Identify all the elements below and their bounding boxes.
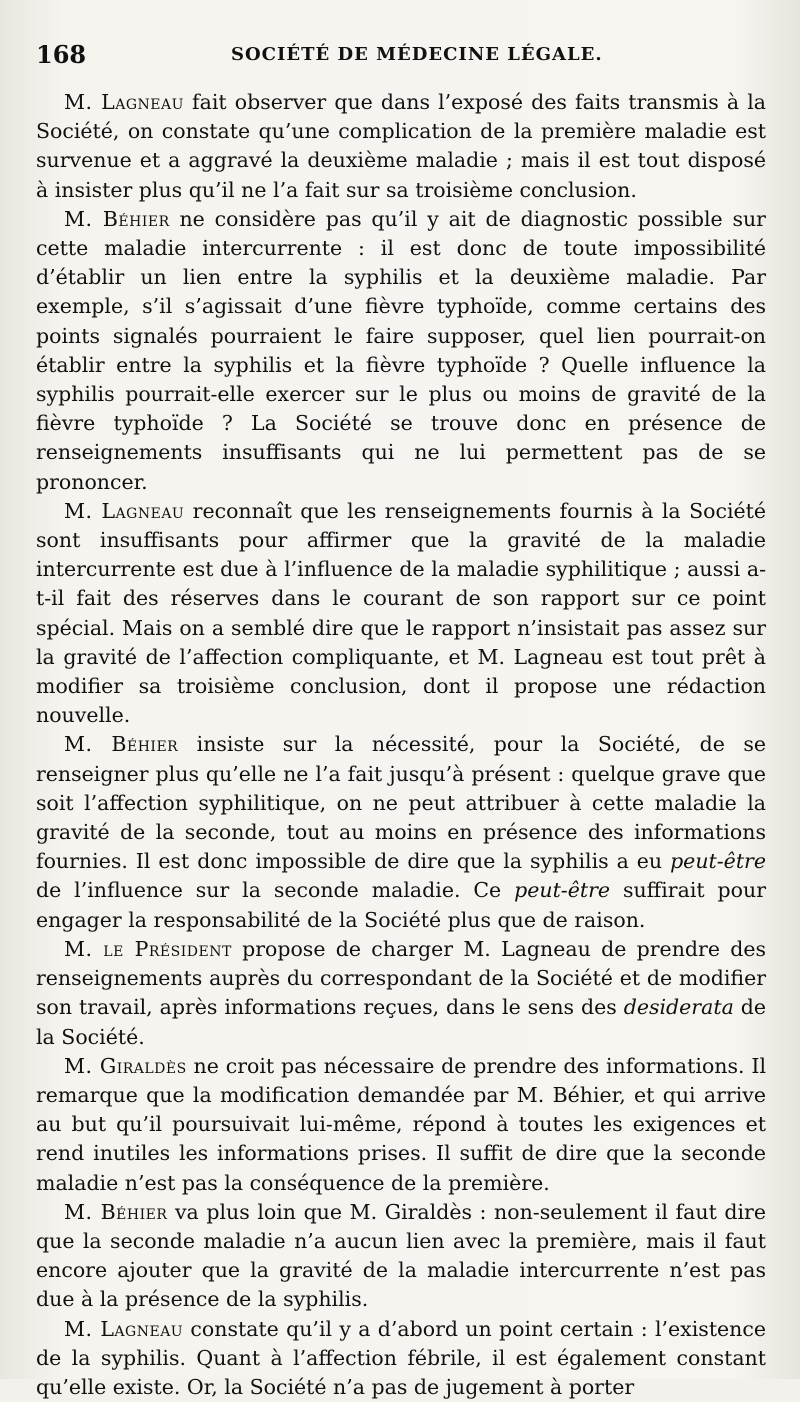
speaker-name: M. Lagneau (64, 1316, 184, 1341)
italic-term: desiderata (623, 995, 734, 1020)
paragraph-text: reconnaît que les renseignements fournis à la Société sont insuffisants pour affirmer que la gravité de la maladie intercurrente est due à l’influence de la maladie syphilitique ; aussi a-t-il fait des réserves dans le courant de son rapport sur ce point spécial. Mais on a semblé dire que le rapport n’insistait pas assez sur la gravité de l’affection compliquante, et M. Lagneau est tout prêt à modifier sa troisième conclusion, dont il propose une rédaction nouvelle. (36, 498, 766, 728)
paragraph-text: propose de charger M. Lagneau de prendre des renseignements auprès du correspondant de la Société et de modifier son travail, après informations reçues, dans le sens des (36, 936, 767, 1020)
italic-term: peut-être (670, 849, 766, 874)
paragraph (36, 1052, 766, 1198)
page-number: 168 (36, 40, 87, 69)
running-title: SOCIÉTÉ DE MÉDECINE LÉGALE. (231, 44, 603, 65)
speaker-name: M. Béhier (64, 206, 170, 231)
speaker-name: M. le Président (64, 936, 232, 961)
speaker-name: M. Giraldès (64, 1053, 187, 1078)
speaker-name: M. Lagneau (64, 90, 184, 114)
paragraph-text: fait observer que dans l’exposé des faits transmis à la Société, on constate qu’une complication de la première maladie est survenue et a aggravé la deuxième maladie ; mais il est tout disposé à insister plus qu’il ne l’a fait sur sa troisième conclusion. (36, 90, 766, 202)
paragraph (36, 1198, 766, 1315)
paragraph (36, 1315, 766, 1402)
paragraph-text: ne considère pas qu’il y ait de diagnostic possible sur cette maladie intercurrente : il est donc de toute impossibilité d’établir un lien entre la syphilis et la deuxième maladie. Par exemple, s’il s’agissait d’une fièvre typhoïde, comme certains des points signalés pourraient le faire supposer, quel lien pourrait-on établir entre la syphilis et la fièvre typhoïde ? Quelle influence la syphilis pourrait-elle exercer sur le plus ou moins de gravité de la fièvre typhoïde ? La Société se trouve donc en présence de renseignements insuffisants qui ne lui permettent pas de se prononcer. (36, 206, 766, 494)
paragraph-text: suffirait pour engager la responsabilité de la Société plus que de raison. (36, 878, 766, 932)
paragraph-text: va plus loin que M. Giraldès : non-seulement il faut dire que la seconde maladie n’a aucun lien avec la première, mais il faut encore ajouter que la gravité de la maladie intercurrente n’est pas due à la présence de la syphilis. (36, 1199, 766, 1312)
speaker-name: M. Lagneau (64, 498, 185, 523)
speaker-name: M. Béhier (64, 732, 179, 757)
paragraph-text: insiste sur la nécessité, pour la Société, de se renseigner plus qu’elle ne l’a fait jusqu’à présent : quelque grave que soit l’affection syphilitique, on ne peut attribuer à cette maladie la gravité de la seconde, tout au moins en présence des informations fournies. Il est donc impossible de dire que la syphilis a eu (36, 732, 767, 874)
paragraph (36, 935, 766, 1052)
paragraph (36, 205, 766, 497)
speaker-name: M. Béhier (64, 1199, 168, 1224)
paragraph (36, 497, 766, 731)
page-header (36, 40, 766, 80)
paragraph-text: de l’influence sur la seconde maladie. Ce (36, 878, 515, 903)
paragraph-text: de la Société. (36, 995, 766, 1049)
body-text (36, 88, 766, 1402)
paragraph-text: constate qu’il y a d’abord un point certain : l’existence de la syphilis. Quant à l’affection fébrile, il est également constant qu’elle existe. Or, la Société n’a pas de jugement à porter (36, 1316, 767, 1399)
italic-term: peut-être (514, 878, 611, 903)
paragraph (36, 730, 766, 934)
paragraph-text: ne croit pas nécessaire de prendre des informations. Il remarque que la modification demandée par M. Béhier, et qui arrive au but qu’il poursuivait lui-même, répond à toutes les exigences et rend inutiles les informations prises. Il suffit de dire que la seconde maladie n’est pas la conséquence de la première. (36, 1053, 767, 1195)
paragraph (36, 88, 766, 205)
